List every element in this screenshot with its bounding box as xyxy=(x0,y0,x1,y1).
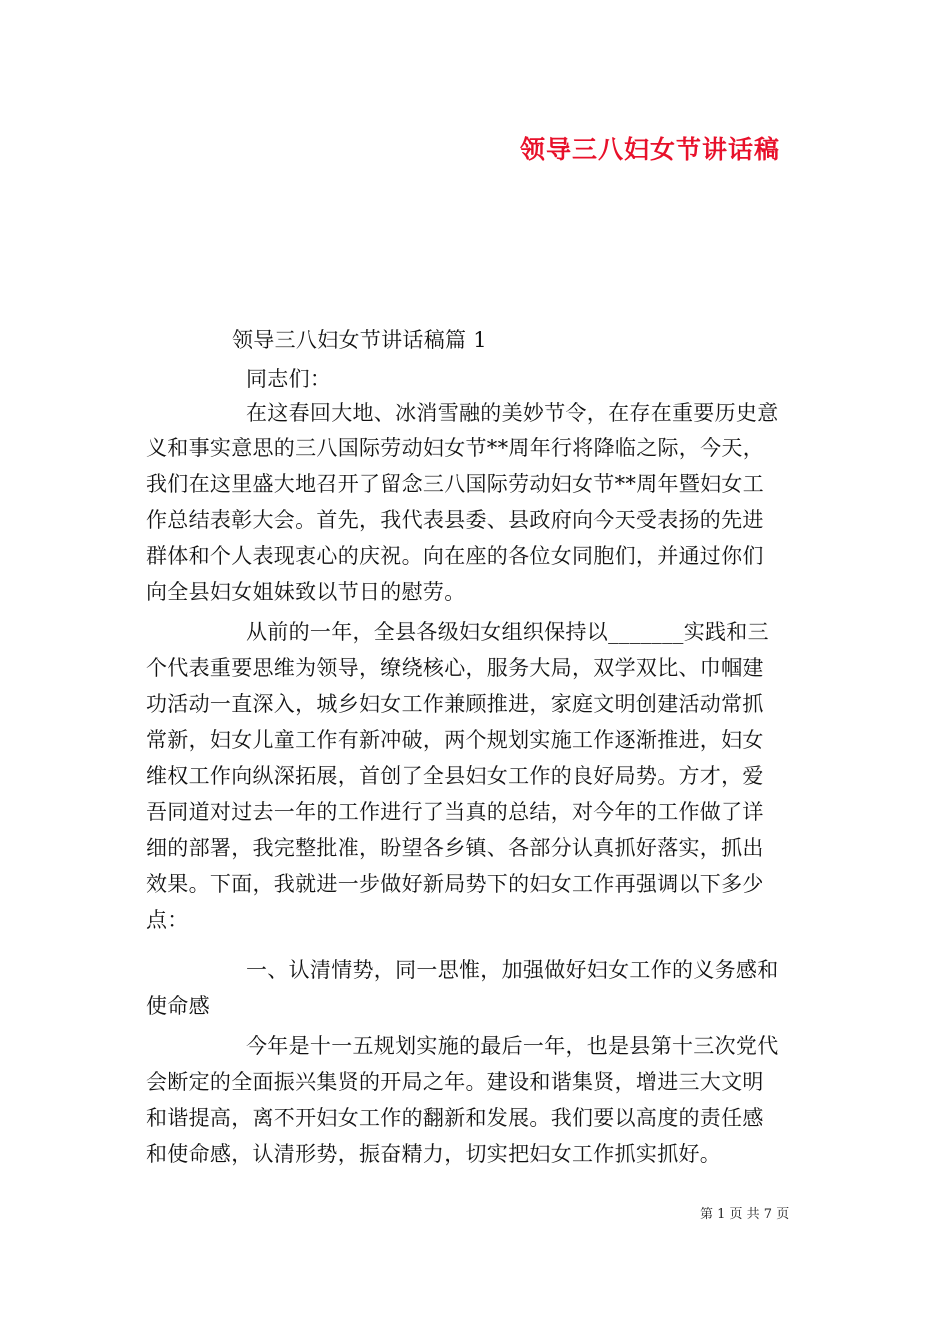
body-line: 我们在这里盛大地召开了留念三八国际劳动妇女节**周年暨妇女工 xyxy=(146,472,764,496)
body-line: 维权工作向纵深拓展，首创了全县妇女工作的良好局势。方才，爱 xyxy=(146,764,764,788)
body-line: 点： xyxy=(146,908,189,932)
section-subtitle: 领导三八妇女节讲话稿篇 1 xyxy=(232,328,487,352)
body-line: 会断定的全面振兴集贤的开局之年。建设和谐集贤，增进三大文明 xyxy=(146,1070,764,1094)
page-number: 第 1 页 共 7 页 xyxy=(700,1207,790,1222)
body-line: 常新，妇女儿童工作有新冲破，两个规划实施工作逐渐推进，妇女 xyxy=(146,728,764,752)
body-line: 细的部署，我完整批准，盼望各乡镇、各部分认真抓好落实，抓出 xyxy=(146,836,764,860)
body-line: 和使命感，认清形势，振奋精力，切实把妇女工作抓实抓好。 xyxy=(146,1142,722,1166)
body-line: 作总结表彰大会。首先，我代表县委、县政府向今天受表扬的先进 xyxy=(146,508,764,532)
body-line: 和谐提高，离不开妇女工作的翻新和发展。我们要以高度的责任感 xyxy=(146,1106,764,1130)
body-line: 功活动一直深入，城乡妇女工作兼顾推进，家庭文明创建活动常抓 xyxy=(146,692,764,716)
body-line: 个代表重要思维为领导，缭绕核心，服务大局，双学双比、巾帼建 xyxy=(146,656,764,680)
section-heading-cont: 使命感 xyxy=(146,994,210,1018)
body-line: 吾同道对过去一年的工作进行了当真的总结，对今年的工作做了详 xyxy=(146,800,764,824)
body-line: 效果。下面，我就进一步做好新局势下的妇女工作再强调以下多少 xyxy=(146,872,764,896)
body-line: 向全县妇女姐妹致以节日的慰劳。 xyxy=(146,580,466,604)
section-heading: 一、认清情势，同一思惟，加强做好妇女工作的义务感和 xyxy=(246,958,779,982)
body-line: 群体和个人表现衷心的庆祝。向在座的各位女同胞们，并通过你们 xyxy=(146,544,764,568)
page-title: 领导三八妇女节讲话稿 xyxy=(519,135,780,164)
body-line: 从前的一年，全县各级妇女组织保持以_______实践和三 xyxy=(246,620,769,644)
body-line: 今年是十一五规划实施的最后一年，也是县第十三次党代 xyxy=(246,1034,779,1058)
body-line: 义和事实意思的三八国际劳动妇女节**周年行将降临之际，今天， xyxy=(146,436,764,460)
greeting: 同志们： xyxy=(246,367,332,391)
body-line: 在这春回大地、冰消雪融的美妙节令，在存在重要历史意 xyxy=(246,401,779,425)
